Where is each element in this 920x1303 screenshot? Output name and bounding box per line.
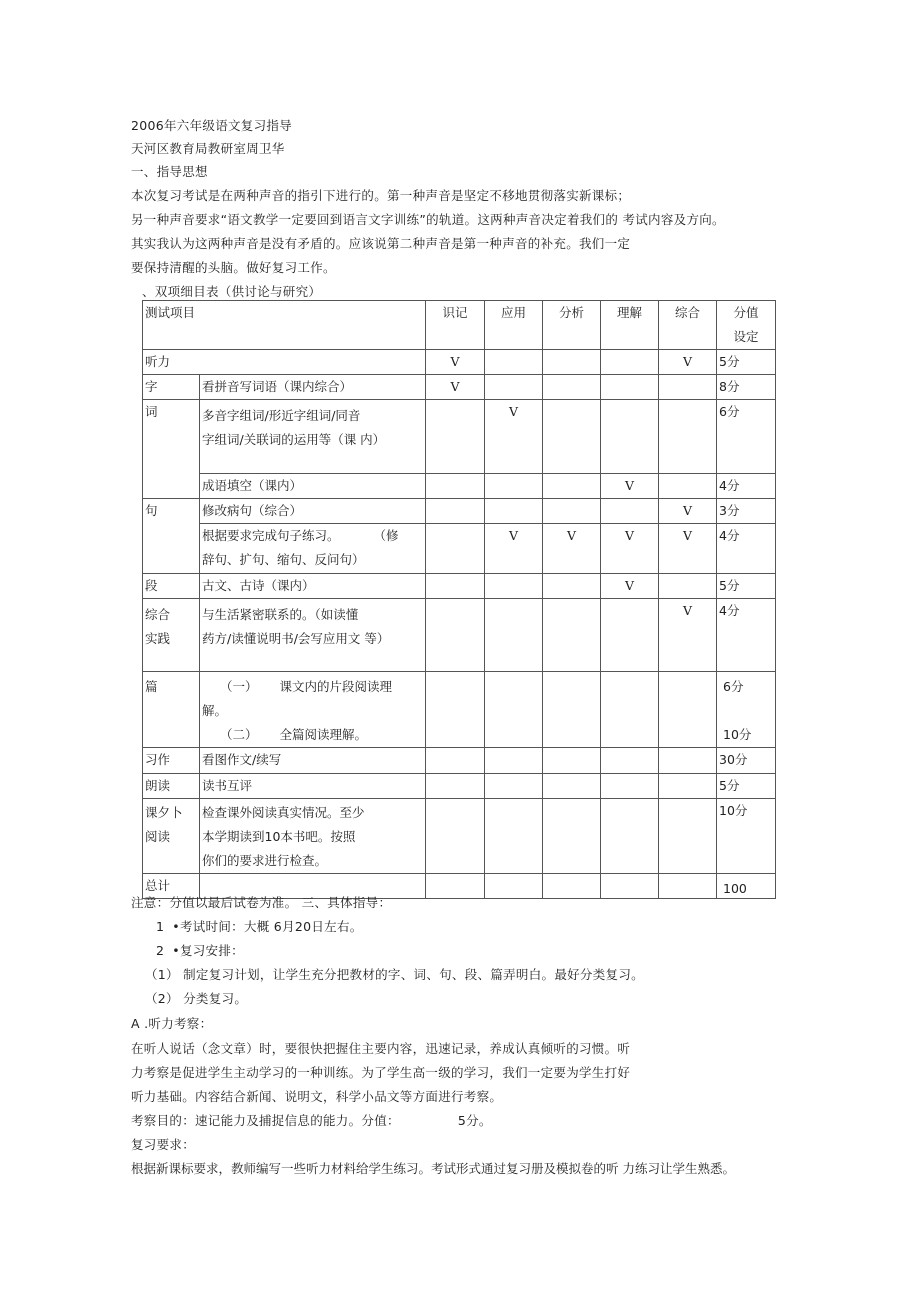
check-mark: V — [659, 599, 717, 672]
paragraph-line: 力考察是促进学生主动学习的一种训练。为了学生高一级的学习，我们一定要为学生打好 — [131, 1065, 631, 1080]
empty-cell — [659, 874, 717, 899]
item-line: 根据要求完成句子练习。 — [202, 528, 340, 543]
header-test-item: 测试项目 — [143, 301, 426, 350]
empty-cell — [659, 474, 717, 499]
empty-cell — [659, 375, 717, 400]
empty-cell — [543, 350, 601, 375]
empty-cell — [601, 400, 659, 474]
section-heading-1: 一、指导思想 — [131, 164, 208, 179]
empty-cell — [485, 874, 543, 899]
empty-cell — [543, 375, 601, 400]
empty-cell — [426, 599, 485, 672]
header-understand: 理解 — [601, 301, 659, 350]
list-item — [156, 942, 244, 960]
row-item: 看拼音写词语（课内综合） — [200, 375, 426, 400]
row-item: 修改病句（综合） — [200, 499, 426, 524]
paragraph-line: 本次复习考试是在两种声音的指引下进行的。第一种声音是坚定不移地贯彻落实新课标； — [131, 188, 631, 203]
category-line: 阅读 — [145, 829, 171, 844]
score-cell: 5分 — [717, 774, 776, 799]
table-row — [143, 375, 776, 400]
empty-cell — [426, 874, 485, 899]
empty-cell — [543, 874, 601, 899]
item-line: （修 — [373, 528, 399, 543]
list-text: •复习安排： — [172, 943, 244, 958]
empty-cell — [659, 799, 717, 874]
check-mark: V — [601, 574, 659, 599]
paragraph-line: 其实我认为这两种声音是没有矛盾的。应该说第二种声音是第一种声音的补充。我们一定 — [131, 236, 631, 251]
header-memorize: 识记 — [426, 301, 485, 350]
score-cell: 6分 — [717, 400, 776, 474]
check-mark: V — [659, 524, 717, 574]
table-header-row — [143, 301, 776, 350]
row-item: 成语填空（课内） — [200, 474, 426, 499]
paragraph-line: （1） 制定复习计划，让学生充分把教材的字、词、句、段、篇弄明白。最好分类复习。 — [145, 967, 644, 982]
empty-cell — [543, 574, 601, 599]
empty-cell — [543, 474, 601, 499]
doc-author: 天河区教育局教研室周卫华 — [131, 141, 285, 156]
score-value: 10分 — [723, 727, 752, 742]
empty-cell — [543, 774, 601, 799]
item-line: 本学期读到10本书吧。按照 — [202, 829, 356, 844]
text-segment: 考试内容及方向。 — [622, 212, 725, 227]
table-row — [143, 350, 776, 375]
table-row — [143, 748, 776, 774]
row-category: 听力 — [143, 350, 426, 375]
empty-cell — [543, 748, 601, 774]
table-row — [143, 499, 776, 524]
item-number: （二） — [220, 727, 258, 742]
text-segment: 另一种声音要求“语文教学一定要回到语言文字训练”的轨道。这两种声音决定着我们的 — [131, 212, 619, 227]
empty-cell — [426, 799, 485, 874]
score-cell: 100 — [717, 874, 776, 899]
paragraph-line: （2） 分类复习。 — [145, 991, 248, 1006]
empty-cell — [601, 375, 659, 400]
empty-cell — [543, 799, 601, 874]
empty-cell — [426, 400, 485, 474]
paragraph-line: 听力基础。内容结合新闻、说明文，科学小品文等方面进行考察。 — [131, 1089, 503, 1104]
paragraph-line: 要保持清醒的头脑。做好复习工作。 — [131, 260, 336, 275]
table-row — [143, 524, 776, 574]
table-row — [143, 474, 776, 499]
score-cell: 4分 — [717, 474, 776, 499]
row-category: 段 — [143, 574, 200, 599]
empty-cell — [659, 400, 717, 474]
empty-cell — [543, 400, 601, 474]
header-synthesize: 综合 — [659, 301, 717, 350]
empty-cell — [426, 499, 485, 524]
row-category: 总计 — [143, 874, 200, 899]
header-score-line1: 分值 — [733, 305, 759, 320]
empty-cell — [485, 672, 543, 748]
row-category: 字 — [143, 375, 200, 400]
empty-cell — [659, 748, 717, 774]
empty-cell — [426, 524, 485, 574]
doc-title: 2006年六年级语文复习指导 — [131, 118, 293, 133]
text-segment: 考察目的：速记能力及捕捉信息的能力。分值： — [131, 1113, 400, 1128]
row-category: 词 — [143, 400, 200, 499]
list-number: 2 — [156, 943, 165, 958]
empty-cell — [485, 748, 543, 774]
item-line: 多音字组词/形近字组词/同音 — [202, 408, 361, 423]
empty-cell — [601, 672, 659, 748]
empty-cell — [601, 748, 659, 774]
list-text: •考试时间：大概 6月20日左右。 — [172, 919, 363, 934]
category-line: 课夕卜 — [145, 805, 183, 820]
item-line: 药方/读懂说明书/会写应用文 等） — [202, 631, 390, 646]
row-item — [200, 524, 426, 574]
empty-cell — [601, 350, 659, 375]
empty-cell — [601, 499, 659, 524]
paragraph-line — [131, 211, 725, 229]
empty-cell — [426, 774, 485, 799]
row-item: 读书互评 — [200, 774, 426, 799]
empty-cell — [426, 474, 485, 499]
subsection-heading: A .听力考察： — [131, 1016, 213, 1031]
paragraph-line: 在听人说话（念文章）时，要很快把握住主要内容，迅速记录，养成认真倾听的习惯。听 — [131, 1041, 631, 1056]
header-score-line2: 设定 — [733, 329, 759, 344]
text-segment: 5分。 — [457, 1113, 492, 1128]
score-cell: 8分 — [717, 375, 776, 400]
row-item — [200, 599, 426, 672]
empty-cell — [426, 672, 485, 748]
check-mark: V — [426, 350, 485, 375]
score-cell: 4分 — [717, 524, 776, 574]
empty-cell — [601, 774, 659, 799]
row-category: 篇 — [143, 672, 200, 748]
empty-cell — [543, 599, 601, 672]
score-cell: 4分 — [717, 599, 776, 672]
score-cell: 5分 — [717, 350, 776, 375]
empty-cell — [601, 874, 659, 899]
item-line: 字组词/关联词的运用等（课 内） — [202, 432, 386, 447]
score-cell: 3分 — [717, 499, 776, 524]
empty-cell — [543, 672, 601, 748]
row-item — [200, 672, 426, 748]
list-item — [156, 918, 363, 936]
empty-cell — [426, 748, 485, 774]
check-mark: V — [543, 524, 601, 574]
score-cell: 5分 — [717, 574, 776, 599]
item-line: 全篇阅读理解。 — [279, 727, 368, 742]
empty-cell — [485, 375, 543, 400]
check-mark: V — [601, 524, 659, 574]
empty-cell — [485, 499, 543, 524]
check-mark: V — [659, 350, 717, 375]
table-row — [143, 599, 776, 672]
empty-cell — [485, 350, 543, 375]
table-row — [143, 799, 776, 874]
score-value: 6分 — [723, 679, 744, 694]
empty-cell — [485, 599, 543, 672]
section-heading-2: 、双项细目表（供讨论与研究） — [142, 284, 322, 299]
row-item — [200, 400, 426, 474]
score-cell: 10分 — [717, 799, 776, 874]
empty-cell — [485, 799, 543, 874]
item-line: 辞句、扩句、缩句、反问句） — [202, 552, 365, 567]
table-row — [143, 400, 776, 474]
category-line: 实践 — [145, 631, 171, 646]
empty-cell — [659, 672, 717, 748]
empty-cell — [543, 499, 601, 524]
table-row — [143, 574, 776, 599]
empty-cell — [659, 774, 717, 799]
check-mark: V — [601, 474, 659, 499]
row-category — [143, 599, 200, 672]
row-item — [200, 799, 426, 874]
item-line: 检查课外阅读真实情况。至少 — [202, 805, 365, 820]
empty-cell — [426, 574, 485, 599]
table-row — [143, 672, 776, 748]
category-line: 综合 — [145, 607, 171, 622]
item-line: 课文内的片段阅读理 — [279, 679, 393, 694]
spec-table — [142, 300, 776, 899]
header-score — [717, 301, 776, 350]
empty-cell — [659, 574, 717, 599]
check-mark: V — [485, 524, 543, 574]
check-mark: V — [659, 499, 717, 524]
check-mark: V — [485, 400, 543, 474]
item-line: 解。 — [202, 703, 228, 718]
table-row — [143, 774, 776, 799]
paragraph-line: 根据新课标要求，教师编写一些听力材料给学生练习。考试形式通过复习册及模拟卷的听 力练习让学生熟悉。 — [131, 1161, 735, 1176]
row-category: 句 — [143, 499, 200, 574]
score-cell: 30分 — [717, 748, 776, 774]
check-mark: V — [426, 375, 485, 400]
header-apply: 应用 — [485, 301, 543, 350]
empty-cell — [485, 774, 543, 799]
empty-cell — [601, 599, 659, 672]
item-line: 与生活紧密联系的。（如读懂 — [202, 607, 359, 622]
empty-cell — [601, 799, 659, 874]
row-category: 朗读 — [143, 774, 200, 799]
score-cell — [717, 672, 776, 748]
item-number: （一） — [220, 679, 258, 694]
row-category — [143, 799, 200, 874]
paragraph-line: 复习要求： — [131, 1137, 196, 1152]
paragraph-line — [131, 1112, 492, 1130]
empty-cell — [485, 574, 543, 599]
row-item: 看图作文/续写 — [200, 748, 426, 774]
header-analyze: 分析 — [543, 301, 601, 350]
empty-cell — [485, 474, 543, 499]
list-number: 1 — [156, 919, 165, 934]
row-category: 习作 — [143, 748, 200, 774]
note-line: 注意：分值以最后试卷为准。 三、具体指导： — [131, 895, 392, 910]
item-line: 你们的要求进行检查。 — [202, 853, 328, 868]
row-item: 古文、古诗（课内） — [200, 574, 426, 599]
